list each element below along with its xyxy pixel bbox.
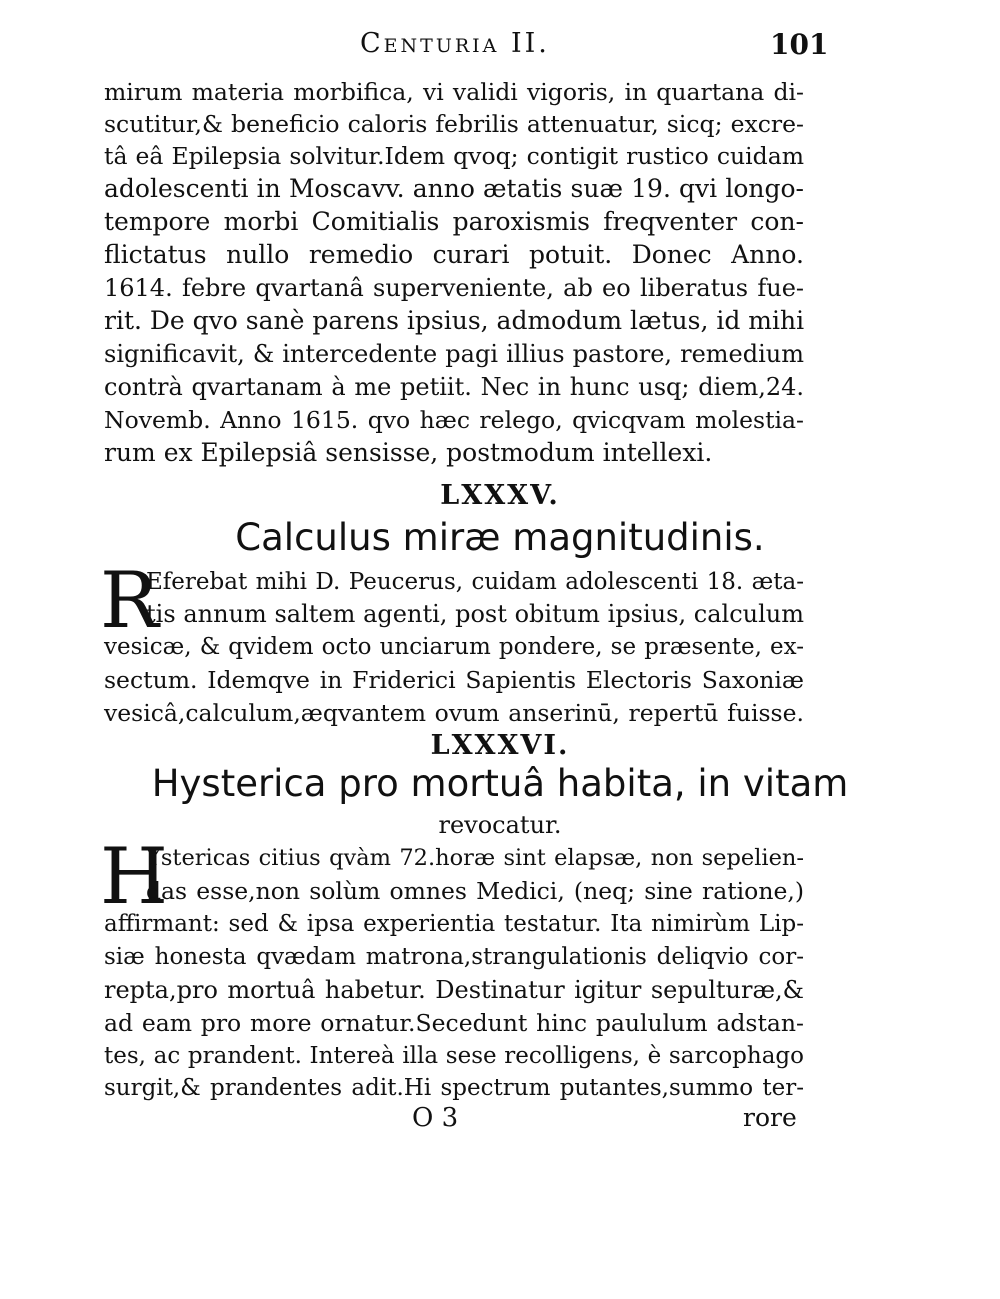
section-numeral: LXXXV. [440,480,560,511]
section-numeral: LXXXVI. [430,730,570,761]
section-heading-continuation: revocatur. [438,811,562,839]
text-line: tâ eâ Epilepsia solvitur.Idem qvoq; contigit rustico cuidam [104,142,804,170]
text-line: repta,pro mortuâ habetur. Destinatur igitur sepulturæ,& [104,976,804,1004]
text-line: tis annum saltem agenti, post obitum ipsius, calculum [146,600,804,628]
section-heading: Calculus miræ magnitudinis. [235,516,765,559]
text-line: das esse,non solùm omnes Medici, (neq; sine ratione,) [146,877,804,905]
text-line: contrà qvartanam à me petiit. Nec in hunc usq; diem,24. [104,373,804,401]
text-line: adolescenti in Moscavv. anno ætatis suæ 19. qvi longo- [104,174,804,203]
running-title: Centuria II. [360,28,550,59]
text-line: ad eam pro more ornatur.Secedunt hinc paululum adstan- [104,1009,804,1037]
text-line: vesicæ, & qvidem octo unciarum pondere, se præsente, ex- [104,634,804,660]
drop-capital: H [100,832,169,922]
text-line: Ystericas citius qvàm 72.horæ sint elapsæ, non sepelien- [146,845,804,871]
page-header [0,28,1000,68]
text-line: Novemb. Anno 1615. qvo hæc relego, qvicqvam molestia- [104,406,804,434]
text-line: Eferebat mihi D. Peucerus, cuidam adolescenti 18. æta- [146,569,804,595]
text-line: flictatus nullo remedio curari potuit. Donec Anno. [104,240,804,269]
text-line: 1614. febre qvartanâ supervenientе, ab eo liberatus fue- [104,274,804,302]
text-line: tempore morbi Comitialis paroxismis freqventer con- [104,207,804,236]
page-footer [0,1103,1000,1143]
signature-mark: O 3 [412,1103,459,1133]
text-line: mirum materia morbifica, vi validi vigoris, in quartana di- [104,78,804,106]
text-line: sectum. Idemqve in Friderici Sapientis Electoris Saxoniæ [104,666,804,694]
section-heading: Hysterica pro mortuâ habita, in vitam [151,762,849,805]
text-line: significavit, & intercedente pagi illius pastore, remedium [104,340,804,368]
text-line: vesicâ,calculum,æqvantem ovum anserinū, repertū fuisse. [104,699,804,727]
text-line: surgit,& prandentes adit.Hi spectrum putantes,summo ter- [104,1075,804,1101]
drop-capital: R [100,556,159,646]
text-line: scutitur,& beneficio caloris febrilis attenuatur, sicq; excre- [104,110,804,138]
page-number: 101 [770,28,829,61]
catchword: rore [743,1103,797,1132]
text-line: rum ex Epilepsiâ sensisse, postmodum intellexi. [104,438,713,467]
text-line: siæ honesta qvædam matrona,strangulationis deliqvio cor- [104,944,804,970]
text-line: affirmant: sed & ipsa experientia testatur. Ita nimirùm Lip- [104,911,804,937]
text-line: tes, ac prandent. Intereà illa sese recolligens, è sarcophago [104,1043,804,1069]
text-line: rit. De qvo sanè parens ipsius, admodum lætus, id mihi [104,306,805,335]
